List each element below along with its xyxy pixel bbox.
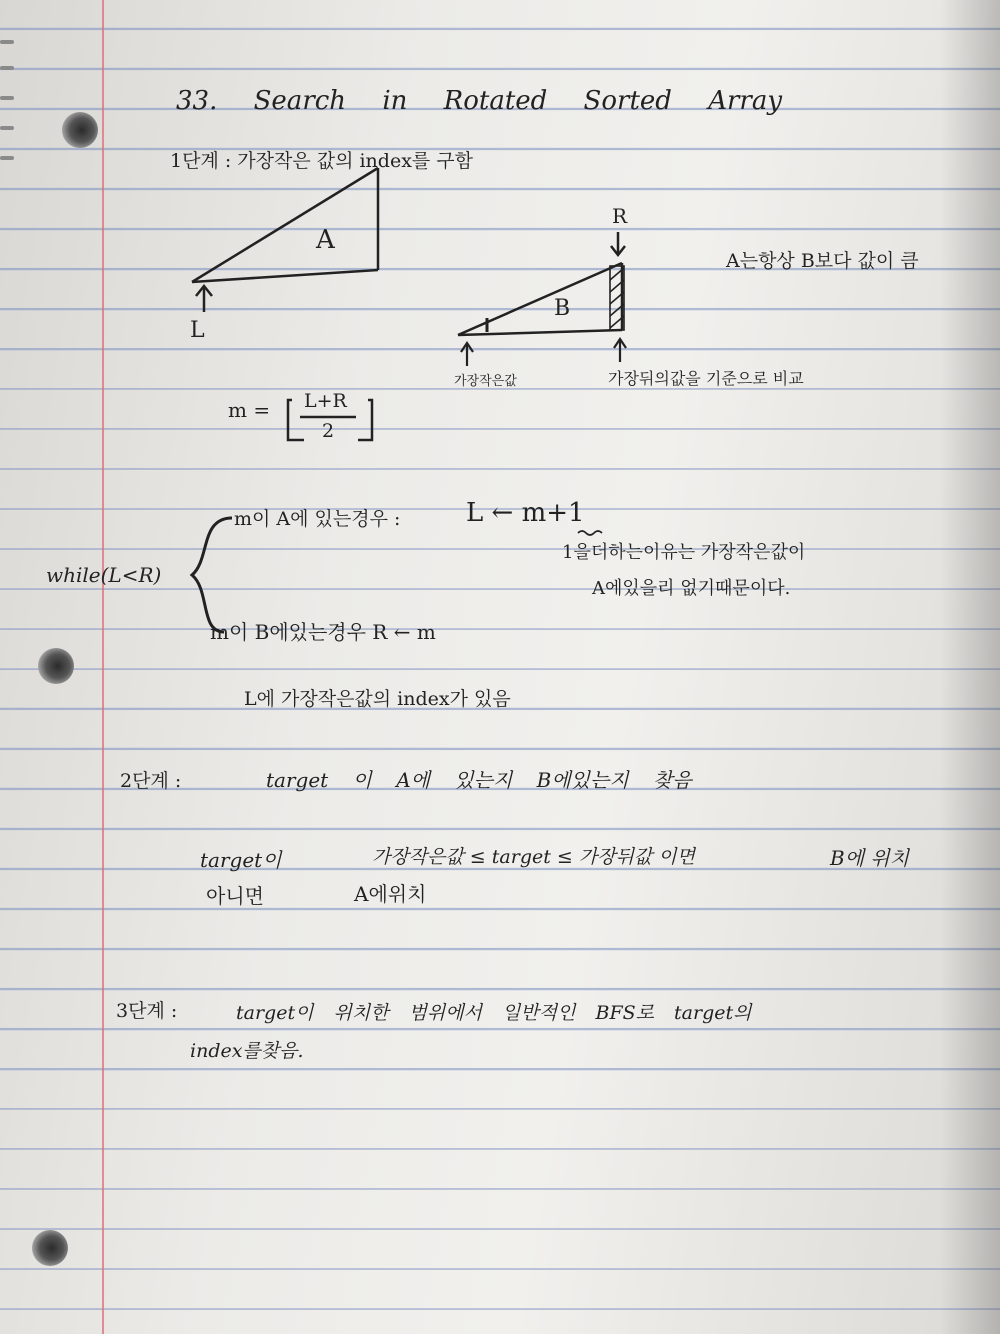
label-r: R — [612, 204, 628, 228]
step2-line1-c: B에 위치 — [830, 846, 910, 870]
step2-desc: target 이 A에 있는지 B에있는지 찾음 — [266, 768, 692, 792]
formula-numerator: L+R — [304, 390, 347, 412]
reason-line1: 1을더하는이유는 가장작은값이 — [562, 542, 806, 563]
label-a: A — [316, 225, 335, 255]
squiggle-underline — [578, 531, 602, 535]
brace-icon — [192, 518, 232, 632]
note-compare: A는항상 B보다 값이 큼 — [726, 250, 919, 272]
while-condition: while(L<R) — [46, 563, 162, 587]
triangle-a — [192, 168, 378, 282]
reason-line2: A에있을리 없기때문이다. — [592, 578, 791, 599]
caption-min: 가장작은값 — [454, 374, 517, 389]
formula-lhs: m = — [228, 398, 271, 422]
loop-result: L에 가장작은값의 index가 있음 — [244, 688, 511, 710]
step2-line1-a: target이 — [200, 848, 282, 872]
step2-line2-b: A에위치 — [354, 882, 427, 906]
step2-line2-a: 아니면 — [206, 884, 264, 908]
arrow-down-icon — [611, 232, 625, 255]
arrow-up-icon — [461, 339, 626, 366]
step3-heading: 3단계 : — [116, 1000, 178, 1022]
case-b: m이 B에있는경우 R ← m — [210, 620, 436, 644]
page-title: 33. Search in Rotated Sorted Array — [176, 86, 783, 116]
case-a-action: L ← m+1 — [466, 498, 585, 528]
case-a: m이 A에 있는경우 : — [234, 508, 401, 530]
triangle-b — [458, 263, 622, 335]
arrow-up-icon — [196, 286, 212, 312]
step1-heading: 1단계 : 가장작은 값의 index를 구함 — [170, 150, 474, 172]
step2-heading: 2단계 : — [120, 770, 182, 792]
label-b: B — [554, 296, 571, 321]
step3-line1: target이 위치한 범위에서 일반적인 BFS로 target의 — [236, 1002, 752, 1024]
label-l: L — [190, 318, 205, 343]
step3-line2: index를찾음. — [190, 1040, 304, 1062]
caption-last: 가장뒤의값을 기준으로 비교 — [608, 369, 804, 388]
formula-denominator: 2 — [322, 420, 335, 442]
step2-line1-b: 가장작은값 ≤ target ≤ 가장뒤값 이면 — [372, 846, 696, 868]
